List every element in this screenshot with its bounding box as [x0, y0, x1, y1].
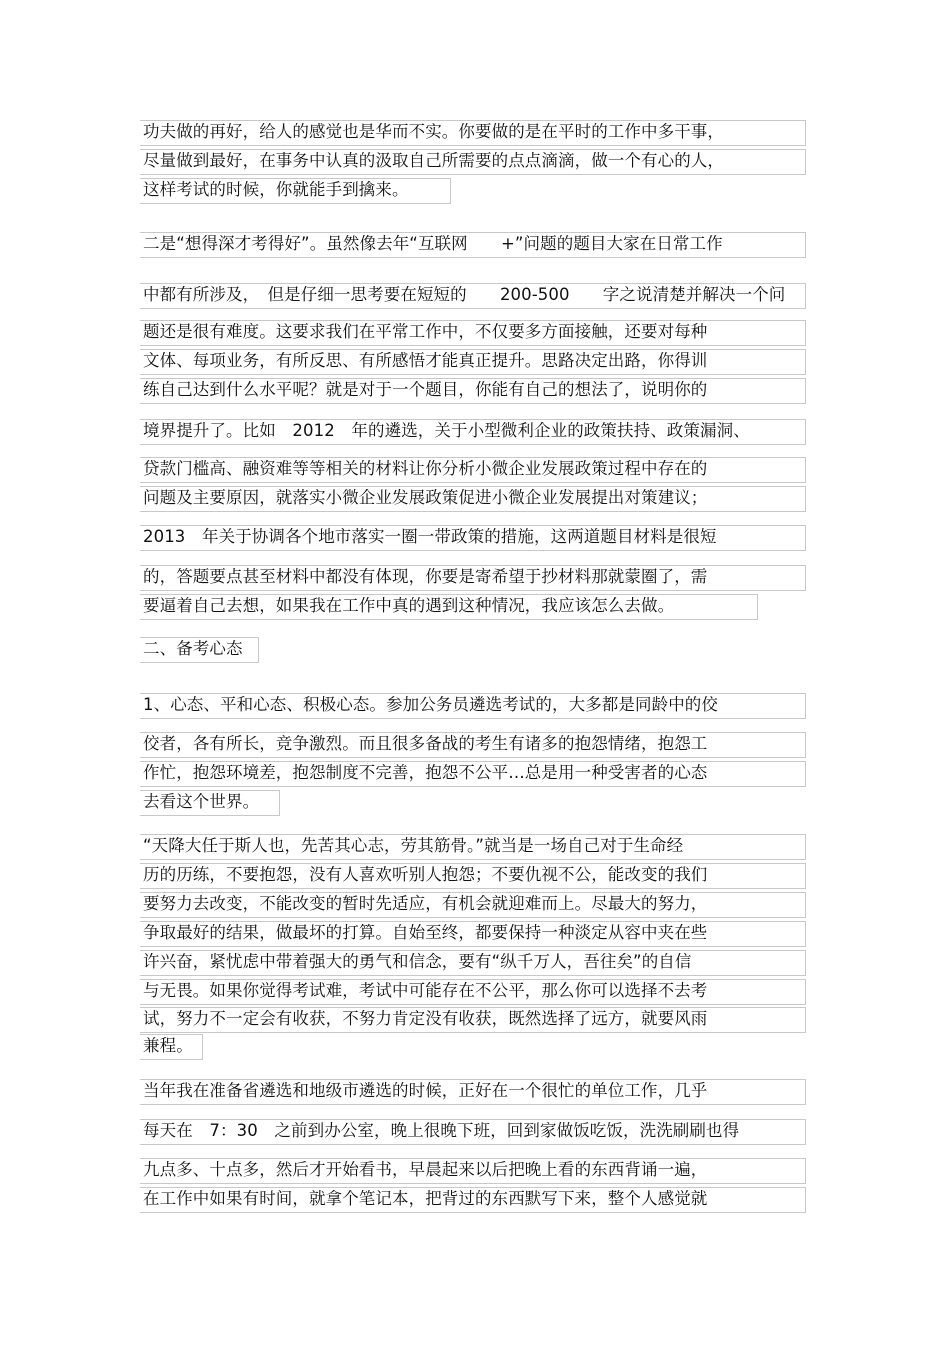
- text-line: 2013 年关于协调各个地市落实一圈一带政策的措施，这两道题目材料是很短: [143, 527, 717, 546]
- text-line: 1、心态、平和心态、积极心态。参加公务员遴选考试的，大多都是同龄中的佼: [143, 695, 718, 714]
- text-line: 练自己达到什么水平呢？就是对于一个题目，你能有自己的想法了，说明你的: [143, 380, 708, 399]
- text-line: 作忙，抱怨环境差，抱怨制度不完善，抱怨不公平…总是用一种受害者的心态: [143, 763, 708, 782]
- text-line: 每天在 7：30 之前到办公室，晚上很晚下班，回到家做饭吃饭，洗洗刷刷也得: [143, 1121, 740, 1140]
- text-line: 问题及主要原因，就落实小微企业发展政策促进小微企业发展提出对策建议；: [143, 488, 708, 507]
- text-line: 二是“想得深才考得好”。虽然像去年“互联网 +”问题的题目大家在日常工作: [143, 234, 723, 253]
- text-line: 兼程。: [143, 1036, 193, 1055]
- text-line: 许兴奋，紧忧虑中带着强大的勇气和信念，要有“纵千万人，吾往矣”的自信: [143, 952, 692, 971]
- text-line: 贷款门槛高、融资难等等相关的材料让你分析小微企业发展政策过程中存在的: [143, 459, 708, 478]
- text-line: 尽量做到最好，在事务中认真的汲取自己所需要的点点滴滴，做一个有心的人，: [143, 151, 724, 170]
- text-line: 中都有所涉及， 但是仔细一思考要在短短的 200-500 字之说清楚并解决一个问: [143, 285, 786, 304]
- text-line: 要努力去改变，不能改变的暂时先适应，有机会就迎难而上。尽最大的努力，: [143, 894, 708, 913]
- text-line: 当年我在准备省遴选和地级市遴选的时候，正好在一个很忙的单位工作，几乎: [143, 1081, 708, 1100]
- text-line: 争取最好的结果，做最坏的打算。自始至终，都要保持一种淡定从容中夹在些: [143, 923, 708, 942]
- text-line: “天降大任于斯人也，先苦其心志，劳其筋骨。”就当是一场自己对于生命经: [143, 836, 684, 855]
- text-line: 要逼着自己去想，如果我在工作中真的遇到这种情况，我应该怎么去做。: [143, 596, 675, 615]
- text-line: 题还是很有难度。这要求我们在平常工作中，不仅要多方面接触，还要对每种: [143, 322, 708, 341]
- text-line: 去看这个世界。: [143, 792, 260, 811]
- text-line: 文体、每项业务，有所反思、有所感悟才能真正提升。思路决定出路，你得训: [143, 351, 708, 370]
- text-line: 佼者，各有所长，竞争激烈。而且很多备战的考生有诸多的抱怨情绪，抱怨工: [143, 734, 708, 753]
- text-line: 境界提升了。比如 2012 年的遴选，关于小型微利企业的政策扶持、政策漏洞、: [143, 421, 750, 440]
- text-line: 功夫做的再好，给人的感觉也是华而不实。你要做的是在平时的工作中多干事，: [143, 122, 724, 141]
- text-line: 与无畏。如果你觉得考试难，考试中可能存在不公平，那么你可以选择不去考: [143, 981, 708, 1000]
- text-line: 历的历练，不要抱怨，没有人喜欢听别人抱怨；不要仇视不公，能改变的我们: [143, 865, 708, 884]
- text-line: 在工作中如果有时间，就拿个笔记本，把背过的东西默写下来，整个人感觉就: [143, 1189, 708, 1208]
- section-heading: 二、备考心态: [143, 639, 243, 658]
- text-line: 这样考试的时候，你就能手到擒来。: [143, 180, 409, 199]
- text-line: 试，努力不一定会有收获，不努力肯定没有收获，既然选择了远方，就要风雨: [143, 1009, 708, 1028]
- text-line: 九点多、十点多，然后才开始看书，早晨起来以后把晚上看的东西背诵一遍，: [143, 1160, 708, 1179]
- text-line: 的，答题要点甚至材料中都没有体现，你要是寄希望于抄材料那就蒙圈了，需: [143, 567, 708, 586]
